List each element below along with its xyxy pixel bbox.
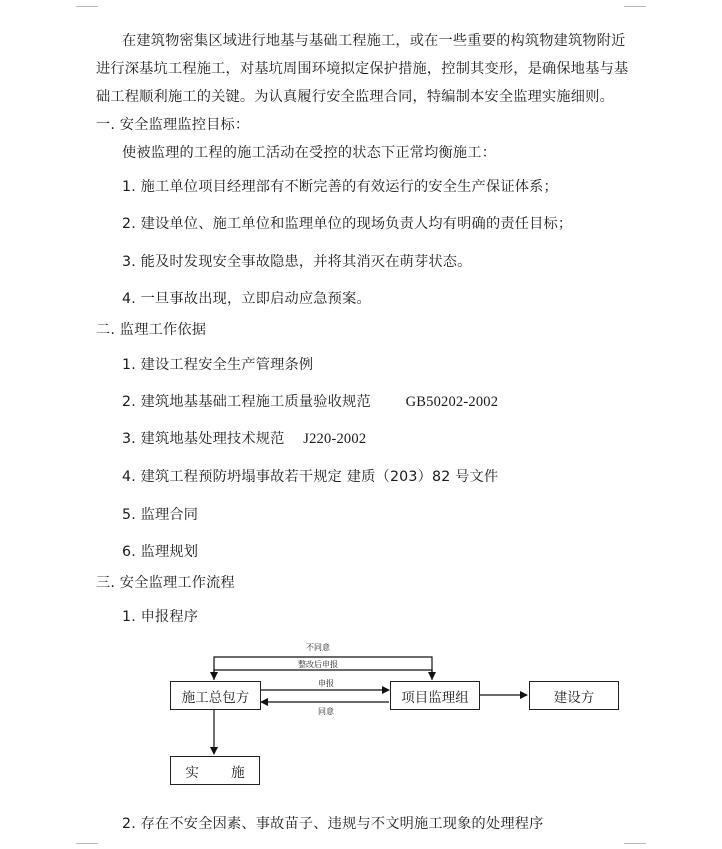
page-corner-mark bbox=[624, 6, 646, 7]
page-corner-mark bbox=[76, 6, 98, 7]
submission-flowchart bbox=[168, 640, 628, 790]
intro-line: 础工程顺利施工的关键。为认真履行安全监理合同，特编制本安全监理实施细则。 bbox=[96, 89, 614, 105]
label-submit: 申报 bbox=[318, 679, 334, 688]
box-contractor: 施工总包方 bbox=[170, 681, 261, 710]
section-heading: 三. 安全监理工作流程 bbox=[96, 575, 235, 591]
section-lead: 使被监理的工程的施工活动在受控的状态下正常均衡施工： bbox=[122, 145, 497, 161]
label-resubmit: 整改后申报 bbox=[298, 660, 338, 669]
subsection-heading: 2. 存在不安全因素、事故苗子、违规与不文明施工现象的处理程序 bbox=[122, 816, 544, 832]
list-item: 2. 建设单位、施工单位和监理单位的现场负责人均有明确的责任目标； bbox=[122, 216, 573, 232]
list-item: 3. 能及时发现安全事故隐患，并将其消灭在萌芽状态。 bbox=[122, 254, 472, 270]
page-corner-mark bbox=[76, 843, 98, 844]
subsection-heading: 1. 申报程序 bbox=[122, 609, 199, 625]
list-item bbox=[122, 392, 498, 412]
section-heading: 二. 监理工作依据 bbox=[96, 322, 207, 338]
list-item: 5. 监理合同 bbox=[122, 507, 199, 523]
label-not-agree: 不同意 bbox=[306, 643, 330, 652]
standard-code: J220-2002 bbox=[303, 431, 367, 447]
list-item bbox=[122, 429, 366, 449]
label-agree: 同意 bbox=[318, 707, 334, 716]
list-item: 6. 监理规划 bbox=[122, 544, 199, 560]
standard-code: GB50202-2002 bbox=[405, 394, 499, 410]
intro-line: 进行深基坑工程施工，对基坑周围环境拟定保护措施，控制其变形，是确保地基与基 bbox=[96, 61, 629, 77]
list-item: 1. 施工单位项目经理部有不断完善的有效运行的安全生产保证体系； bbox=[122, 179, 558, 195]
list-item: 1. 建设工程安全生产管理条例 bbox=[122, 357, 314, 373]
box-owner: 建设方 bbox=[529, 681, 619, 710]
list-item-text: 3. 建筑地基处理技术规范 bbox=[122, 431, 285, 447]
box-implement: 实 施 bbox=[170, 756, 260, 785]
page-corner-mark bbox=[624, 843, 646, 844]
list-item: 4. 建筑工程预防坍塌事故若干规定 建质（203）82 号文件 bbox=[122, 469, 499, 485]
list-item-text: 2. 建筑地基基础工程施工质量验收规范 bbox=[122, 394, 371, 410]
section-heading: 一. 安全监理监控目标： bbox=[96, 117, 250, 133]
box-supervision-team: 项目监理组 bbox=[390, 681, 480, 710]
list-item: 4. 一旦事故出现，立即启动应急预案。 bbox=[122, 291, 371, 307]
intro-line: 在建筑物密集区域进行地基与基础工程施工，或在一些重要的构筑物建筑物附近 bbox=[122, 33, 626, 49]
